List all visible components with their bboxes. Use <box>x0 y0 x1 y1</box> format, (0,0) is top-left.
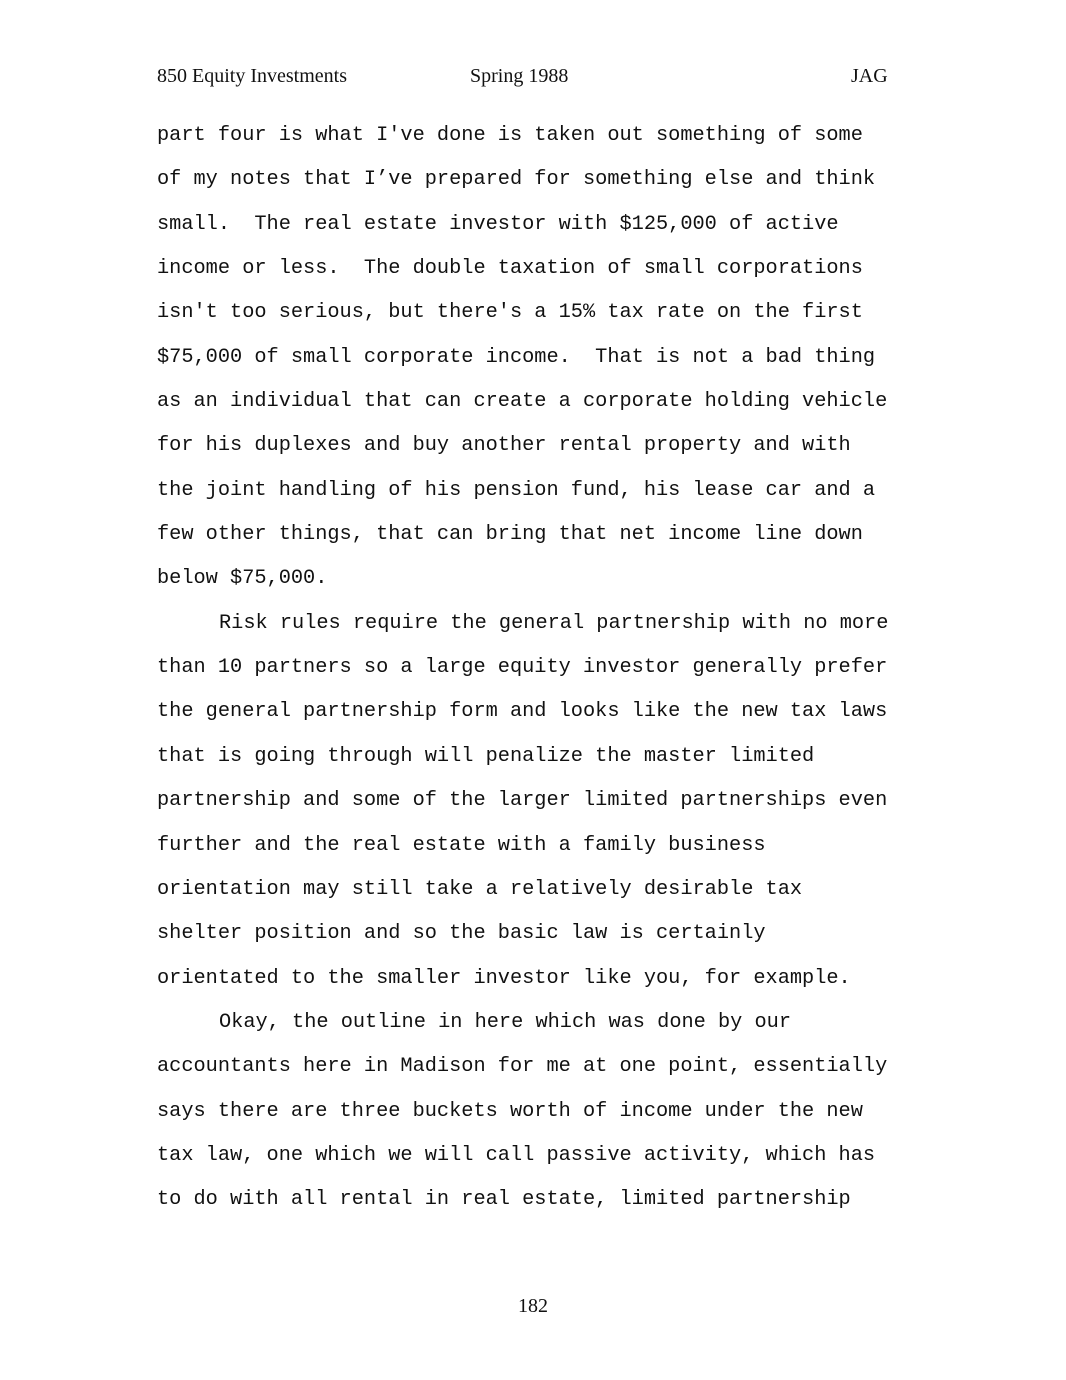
text-line: shelter position and so the basic law is certainly <box>157 922 766 946</box>
paragraph-first-line: Okay, the outline in here which was done by our <box>219 1010 792 1034</box>
text-line: as an individual that can create a corporate holding vehicle <box>157 390 888 414</box>
page-number: 182 <box>518 1295 548 1317</box>
text-line: to do with all rental in real estate, limited partnership <box>157 1188 851 1212</box>
text-line: than 10 partners so a large equity investor generally prefer <box>157 656 888 680</box>
text-line: the general partnership form and looks like the new tax laws <box>157 700 888 724</box>
paragraph-first-line: Risk rules require the general partnership with no more <box>219 611 889 635</box>
text-line: below $75,000. <box>157 567 328 591</box>
text-line: $75,000 of small corporate income. That is not a bad thing <box>157 345 876 369</box>
header-initials: JAG <box>851 65 888 87</box>
text-line: small. The real estate investor with $125,000 of active <box>157 212 839 236</box>
header-term: Spring 1988 <box>470 65 569 87</box>
text-line: partnership and some of the larger limited partnerships even <box>157 789 888 813</box>
text-line: part four is what I've done is taken out something of some <box>157 124 863 147</box>
text-line: isn't too serious, but there's a 15% tax rate on the first <box>157 301 863 325</box>
header-course-title: 850 Equity Investments <box>157 65 347 87</box>
text-line: the joint handling of his pension fund, his lease car and a <box>157 478 876 502</box>
text-line: tax law, one which we will call passive activity, which has <box>157 1143 876 1167</box>
text-line: says there are three buckets worth of income under the new <box>157 1099 863 1123</box>
text-line: income or less. The double taxation of small corporations <box>157 257 863 281</box>
text-line: orientation may still take a relatively desirable tax <box>157 877 803 901</box>
text-line: that is going through will penalize the master limited <box>157 744 815 768</box>
text-line: accountants here in Madison for me at one point, essentially <box>157 1055 888 1079</box>
transcript-body <box>157 116 947 1225</box>
text-line: few other things, that can bring that net income line down <box>157 523 863 547</box>
text-line: further and the real estate with a family business <box>157 833 766 857</box>
text-line: of my notes that I’ve prepared for something else and think <box>157 168 876 192</box>
text-line: orientated to the smaller investor like you, for example. <box>157 966 851 990</box>
text-line: for his duplexes and buy another rental property and with <box>157 434 851 458</box>
